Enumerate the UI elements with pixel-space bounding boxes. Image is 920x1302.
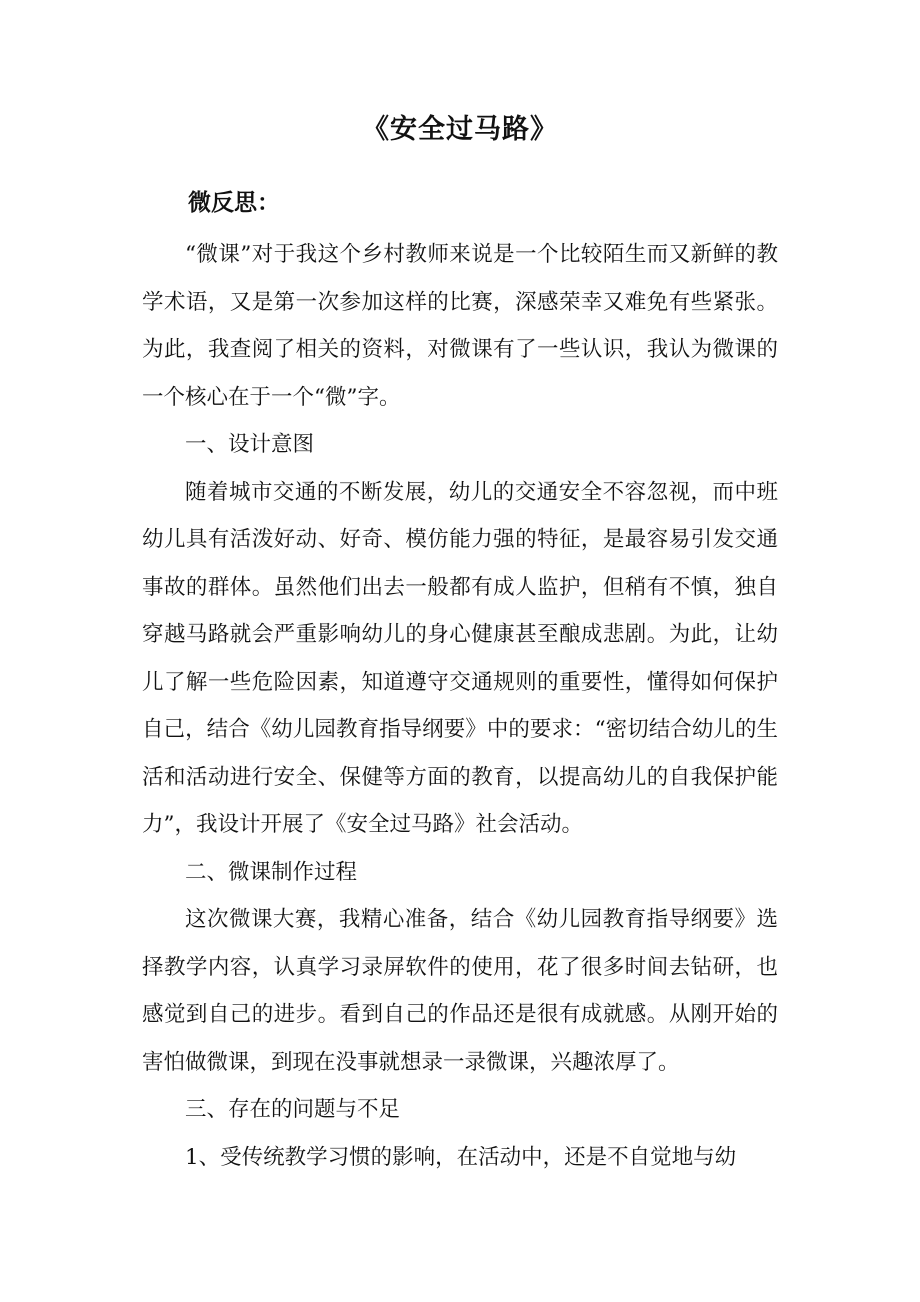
intro-paragraph: “微课”对于我这个乡村教师来说是一个比较陌生而又新鲜的教学术语，又是第一次参加这样的比赛，深感荣幸又难免有些紧张。为此，我查阅了相关的资料，对微课有了一些认识，我认为微课的一个核心在于一个“微”字。 (142, 242, 778, 410)
reflection-heading: 微反思： (188, 190, 280, 216)
design-intent-paragraph: 随着城市交通的不断发展，幼儿的交通安全不容忽视，而中班幼儿具有活泼好动、好奇、模仿能力强的特征，是最容易引发交通事故的群体。虽然他们出去一般都有成人监护，但稍有不慎，独自穿越马路就会严重影响幼儿的身心健康甚至酿成悲剧。为此，让幼儿了解一些危险因素，知道遵守交通规则的重要性，懂得如何保护自己，结合《幼儿园教育指导纲要》中的要求：“密切结合幼儿的生活和活动进行安全、保健等方面的教育，以提高幼儿的自我保护能力”，我设计开展了《安全过马路》社会活动。 (142, 479, 778, 837)
section-heading-production-process: 二、微课制作过程 (185, 859, 358, 885)
section-heading-design-intent: 一、设计意图 (185, 432, 315, 457)
problems-paragraph: 1、受传统教学习惯的影响，在活动中，还是不自觉地与幼 (185, 1144, 737, 1170)
document-title: 《安全过马路》 (362, 114, 558, 145)
section-heading-problems: 三、存在的问题与不足 (185, 1097, 401, 1122)
production-process-paragraph: 这次微课大赛，我精心准备，结合《幼儿园教育指导纲要》选择教学内容，认真学习录屏软件的使用，花了很多时间去钻研，也感觉到自己的进步。看到自己的作品还是很有成就感。从刚开始的害怕做微课，到现在没事就想录一录微课，兴趣浓厚了。 (142, 907, 778, 1075)
document-body (142, 231, 778, 1181)
